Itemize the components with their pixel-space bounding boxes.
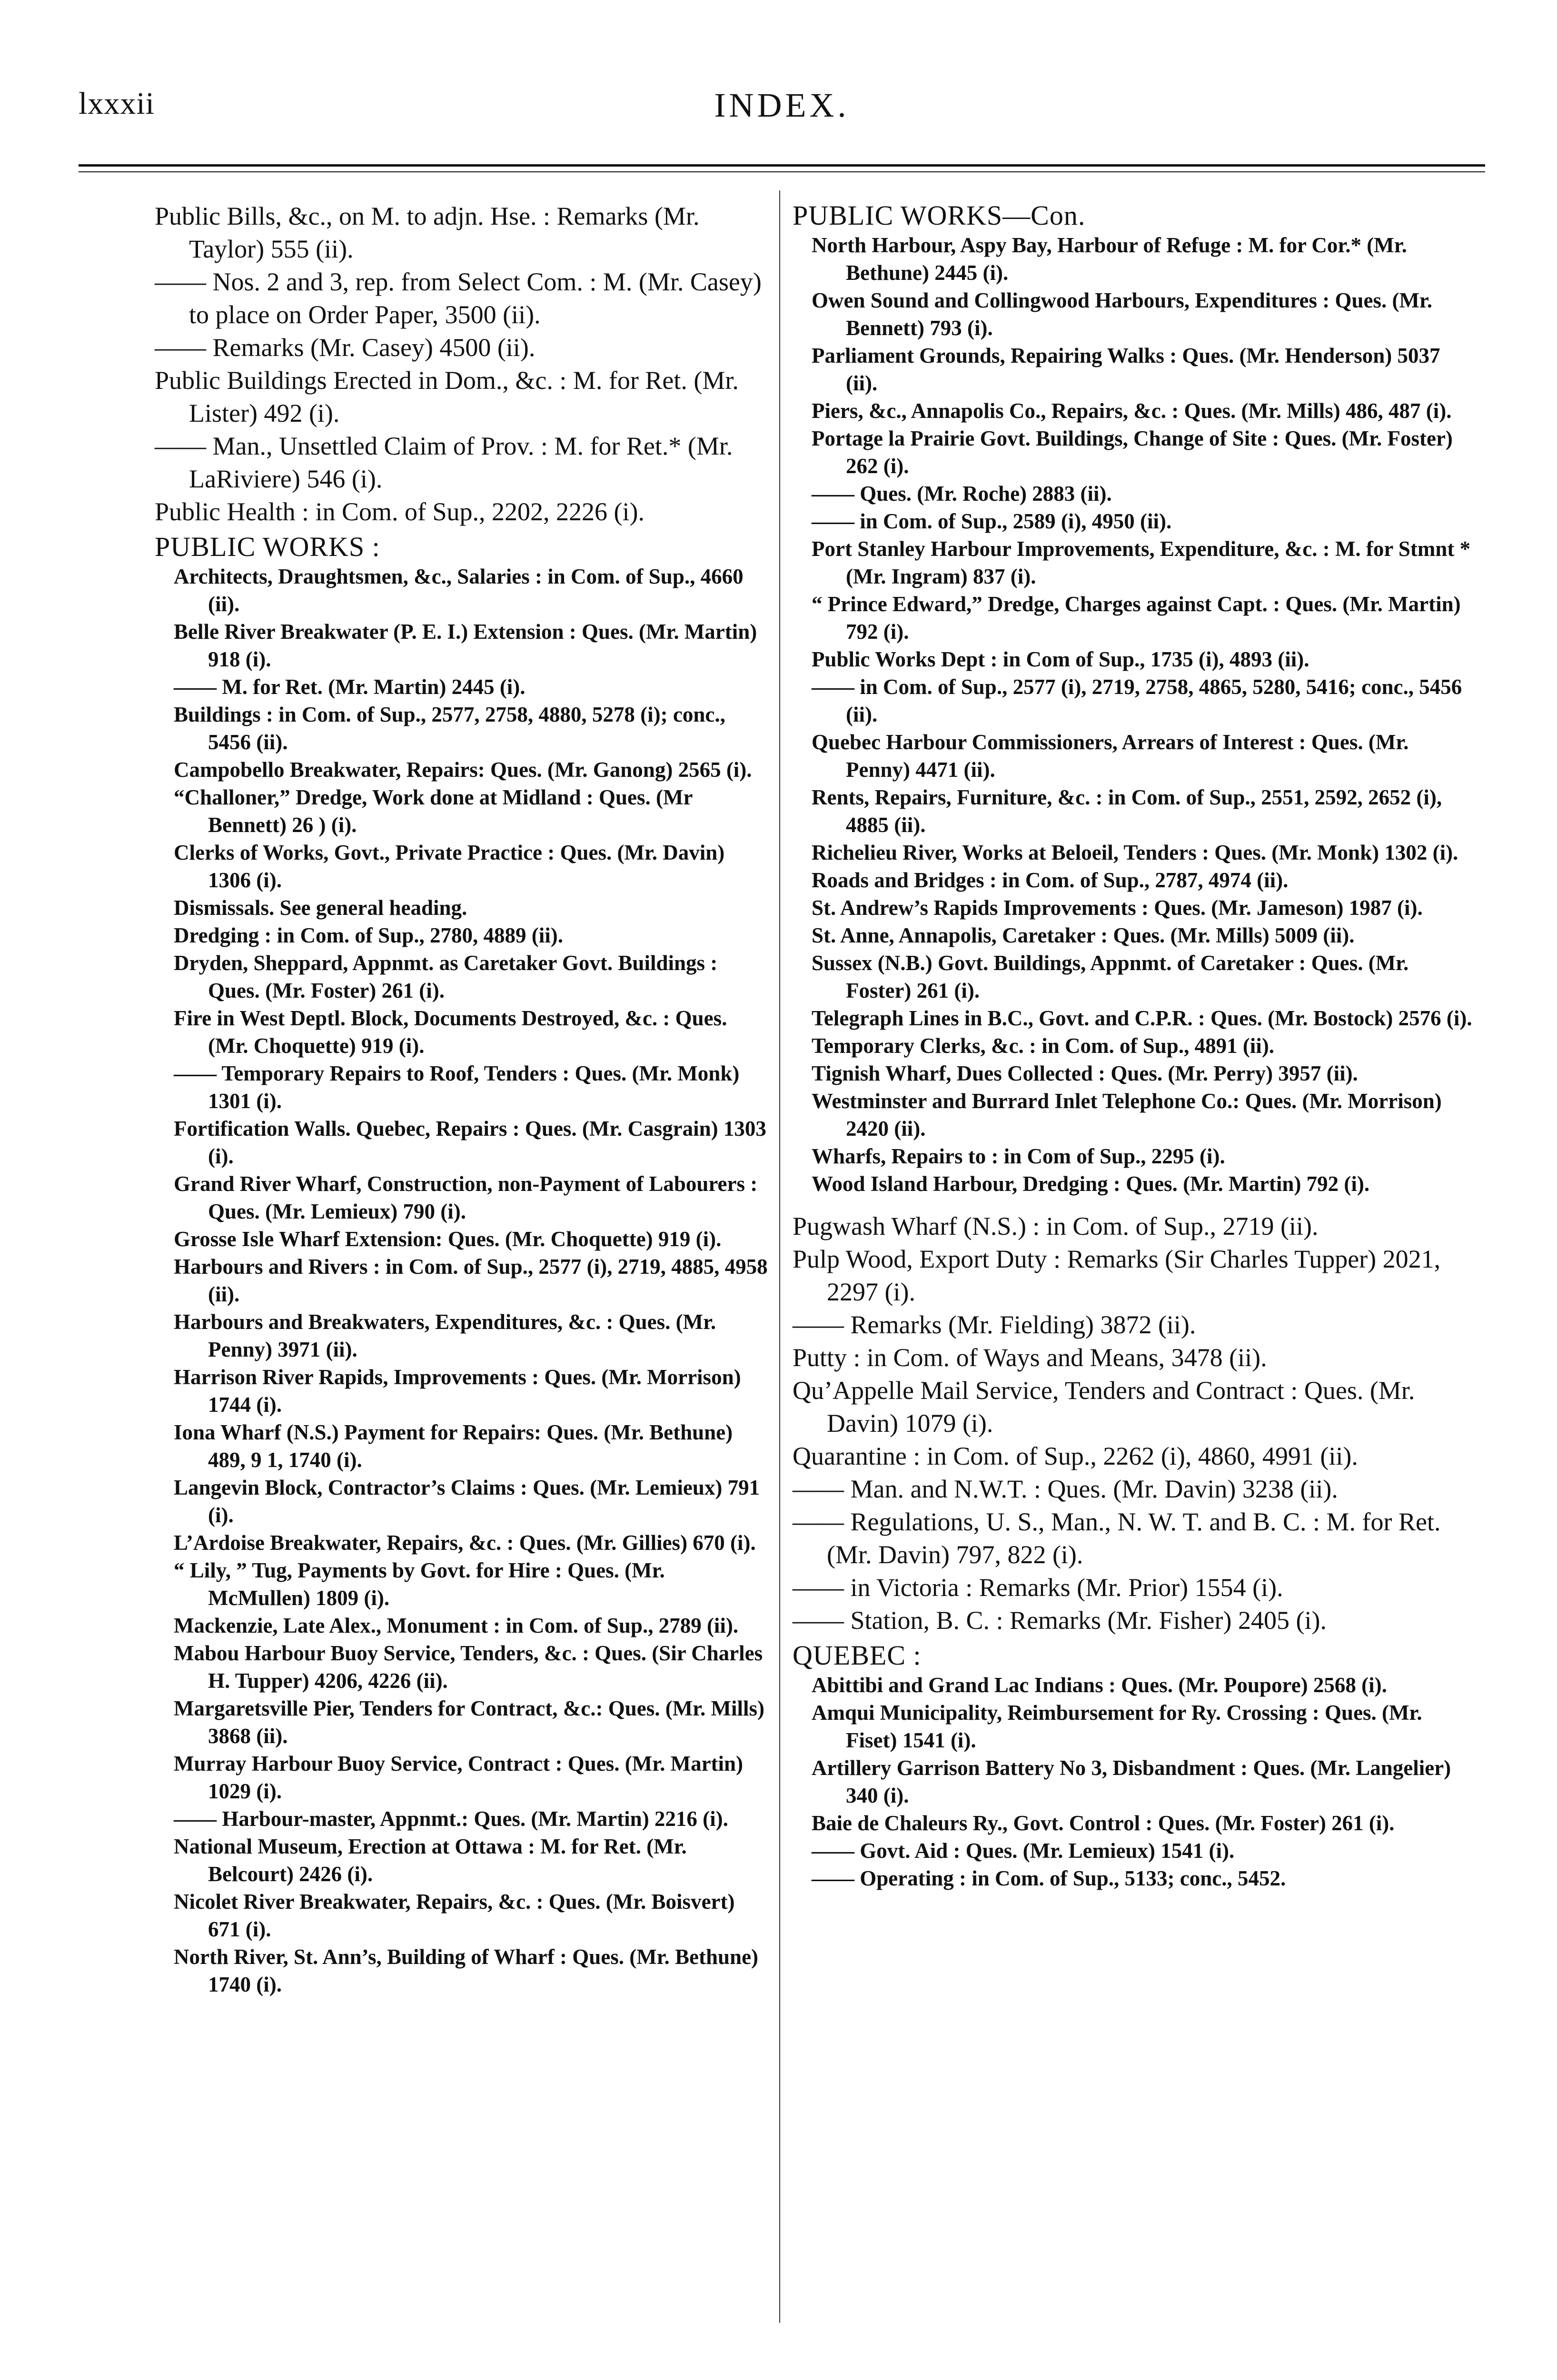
- index-subentry: “ Lily, ” Tug, Payments by Govt. for Hire : Ques. (Mr. McMullen) 1809 (i).: [174, 1558, 665, 1610]
- index-subentry: —— Temporary Repairs to Roof, Tenders : Ques. (Mr. Monk) 1301 (i).: [174, 1061, 740, 1113]
- index-subentry: Richelieu River, Works at Beloeil, Tenders : Ques. (Mr. Monk) 1302 (i).: [812, 841, 1458, 864]
- index-subentry: Amqui Municipality, Reimbursement for Ry. Crossing : Ques. (Mr. Fiset) 1541 (i).: [812, 1701, 1422, 1752]
- index-subentry: Portage la Prairie Govt. Buildings, Change of Site : Ques. (Mr. Foster) 262 (i).: [812, 426, 1453, 478]
- index-entry: Quarantine : in Com. of Sup., 2262 (i), 4860, 4991 (ii).: [793, 1442, 1358, 1470]
- index-entry: —— Nos. 2 and 3, rep. from Select Com. : M. (Mr. Casey) to place on Order Paper, 3500 (ii).: [155, 268, 762, 329]
- index-subentry: Wharfs, Repairs to : in Com of Sup., 2295 (i).: [812, 1144, 1225, 1168]
- index-subentry: North Harbour, Aspy Bay, Harbour of Refuge : M. for Cor.* (Mr. Bethune) 2445 (i).: [812, 233, 1407, 285]
- index-subentry: Harbours and Breakwaters, Expenditures, &c. : Ques. (Mr. Penny) 3971 (ii).: [174, 1310, 716, 1361]
- index-subentry: Belle River Breakwater (P. E. I.) Extension : Ques. (Mr. Martin) 918 (i).: [174, 620, 757, 671]
- index-subentry: —— in Com. of Sup., 2577 (i), 2719, 2758, 4865, 5280, 5416; conc., 5456 (ii).: [812, 675, 1462, 726]
- index-subentry: “ Prince Edward,” Dredge, Charges against Capt. : Ques. (Mr. Martin) 792 (i).: [812, 592, 1461, 644]
- index-subentry: Harbours and Rivers : in Com. of Sup., 2577 (i), 2719, 4885, 4958 (ii).: [174, 1255, 768, 1306]
- index-subentry: Parliament Grounds, Repairing Walks : Ques. (Mr. Henderson) 5037 (ii).: [812, 344, 1440, 395]
- index-subentry: —— M. for Ret. (Mr. Martin) 2445 (i).: [174, 675, 526, 699]
- index-entry: —— Regulations, U. S., Man., N. W. T. and B. C. : M. for Ret. (Mr. Davin) 797, 822 (i).: [793, 1507, 1441, 1569]
- index-subentry: Sussex (N.B.) Govt. Buildings, Appnmt. of Caretaker : Ques. (Mr. Foster) 261 (i).: [812, 951, 1409, 1002]
- index-subentry: —— Harbour-master, Appnmt.: Ques. (Mr. Martin) 2216 (i).: [174, 1807, 728, 1831]
- index-subentry: Dismissals. See general heading.: [174, 896, 467, 920]
- index-entry: —— in Victoria : Remarks (Mr. Prior) 1554 (i).: [793, 1573, 1283, 1602]
- page-title: INDEX.: [714, 86, 850, 124]
- index-entry: —— Remarks (Mr. Fielding) 3872 (ii).: [793, 1310, 1196, 1339]
- index-entry: Pulp Wood, Export Duty : Remarks (Sir Charles Tupper) 2021, 2297 (i).: [793, 1245, 1441, 1306]
- index-entry: Qu’Appelle Mail Service, Tenders and Contract : Ques. (Mr. Davin) 1079 (i).: [793, 1376, 1415, 1438]
- index-subentry: Mackenzie, Late Alex., Monument : in Com. of Sup., 2789 (ii).: [174, 1614, 739, 1637]
- index-subentry: Tignish Wharf, Dues Collected : Ques. (Mr. Perry) 3957 (ii).: [812, 1061, 1358, 1085]
- index-subentry: —— Operating : in Com. of Sup., 5133; conc., 5452.: [812, 1866, 1286, 1890]
- index-entry: Pugwash Wharf (N.S.) : in Com. of Sup., 2719 (ii).: [793, 1212, 1319, 1240]
- index-entry: Public Buildings Erected in Dom., &c. : M. for Ret. (Mr. Lister) 492 (i).: [155, 366, 739, 427]
- index-entry: —— Man., Unsettled Claim of Prov. : M. for Ret.* (Mr. LaRiviere) 546 (i).: [155, 432, 733, 493]
- section-heading: PUBLIC WORKS :: [155, 531, 380, 562]
- index-subentry: Baie de Chaleurs Ry., Govt. Control : Ques. (Mr. Foster) 261 (i).: [812, 1811, 1395, 1835]
- index-subentry: Roads and Bridges : in Com. of Sup., 2787, 4974 (ii).: [812, 868, 1289, 892]
- index-subentry: Buildings : in Com. of Sup., 2577, 2758, 4880, 5278 (i); conc., 5456 (ii).: [174, 703, 725, 754]
- section-heading: PUBLIC WORKS—Con.: [793, 200, 1086, 231]
- index-subentry: Artillery Garrison Battery No 3, Disbandment : Ques. (Mr. Langelier) 340 (i).: [812, 1756, 1451, 1807]
- index-subentry: Nicolet River Breakwater, Repairs, &c. : Ques. (Mr. Boisvert) 671 (i).: [174, 1890, 735, 1941]
- index-subentry: Iona Wharf (N.S.) Payment for Repairs: Ques. (Mr. Bethune) 489, 9 1, 1740 (i).: [174, 1420, 733, 1472]
- index-subentry: —— Govt. Aid : Ques. (Mr. Lemieux) 1541 (i).: [812, 1839, 1235, 1863]
- index-subentry: Mabou Harbour Buoy Service, Tenders, &c. : Ques. (Sir Charles H. Tupper) 4206, 4226 (ii).: [174, 1641, 763, 1693]
- index-entry: Public Bills, &c., on M. to adjn. Hse. : Remarks (Mr. Taylor) 555 (ii).: [155, 202, 700, 263]
- index-subentry: L’Ardoise Breakwater, Repairs, &c. : Ques. (Mr. Gillies) 670 (i).: [174, 1531, 756, 1555]
- left-column: [155, 200, 769, 1998]
- index-subentry: Public Works Dept : in Com of Sup., 1735 (i), 4893 (ii).: [812, 647, 1309, 671]
- index-subentry: North River, St. Ann’s, Building of Wharf : Ques. (Mr. Bethune) 1740 (i).: [174, 1945, 759, 1996]
- index-subentry: St. Anne, Annapolis, Caretaker : Ques. (Mr. Mills) 5009 (ii).: [812, 923, 1355, 947]
- index-subentry: Harrison River Rapids, Improvements : Ques. (Mr. Morrison) 1744 (i).: [174, 1365, 741, 1417]
- index-subentry: Architects, Draughtsmen, &c., Salaries : in Com. of Sup., 4660 (ii).: [174, 565, 744, 616]
- index-subentry: Clerks of Works, Govt., Private Practice : Ques. (Mr. Davin) 1306 (i).: [174, 841, 725, 892]
- column-divider: [779, 190, 780, 2323]
- index-subentry: Fire in West Deptl. Block, Documents Destroyed, &c. : Ques. (Mr. Choquette) 919 (i).: [174, 1006, 727, 1058]
- index-subentry: Dryden, Sheppard, Appnmt. as Caretaker Govt. Buildings : Ques. (Mr. Foster) 261 (i).: [174, 951, 718, 1002]
- index-subentry: “Challoner,” Dredge, Work done at Midland : Ques. (Mr Bennett) 26 ) (i).: [174, 785, 693, 837]
- index-subentry: Westminster and Burrard Inlet Telephone Co.: Ques. (Mr. Morrison) 2420 (ii).: [812, 1089, 1442, 1140]
- header-rule-thin: [79, 171, 1485, 172]
- page-number: lxxxii: [79, 86, 155, 121]
- index-subentry: Piers, &c., Annapolis Co., Repairs, &c. : Ques. (Mr. Mills) 486, 487 (i).: [812, 399, 1452, 423]
- header-rule-thick: [79, 164, 1485, 167]
- index-subentry: Grand River Wharf, Construction, non-Payment of Labourers : Ques. (Mr. Lemieux) 790 (i).: [174, 1172, 758, 1223]
- index-subentry: —— in Com. of Sup., 2589 (i), 4950 (ii).: [812, 509, 1172, 533]
- section-heading: QUEBEC :: [793, 1640, 922, 1671]
- right-column: [793, 200, 1476, 1892]
- index-subentry: Port Stanley Harbour Improvements, Expenditure, &c. : M. for Stmnt * (Mr. Ingram) 837 (i).: [812, 537, 1471, 588]
- index-subentry: Quebec Harbour Commissioners, Arrears of Interest : Ques. (Mr. Penny) 4471 (ii).: [812, 730, 1409, 782]
- index-entry: Public Health : in Com. of Sup., 2202, 2226 (i).: [155, 497, 645, 526]
- index-subentry: Temporary Clerks, &c. : in Com. of Sup., 4891 (ii).: [812, 1034, 1275, 1058]
- index-subentry: National Museum, Erection at Ottawa : M. for Ret. (Mr. Belcourt) 2426 (i).: [174, 1835, 687, 1886]
- index-subentry: Owen Sound and Collingwood Harbours, Expenditures : Ques. (Mr. Bennett) 793 (i).: [812, 288, 1433, 340]
- index-subentry: Langevin Block, Contractor’s Claims : Ques. (Mr. Lemieux) 791 (i).: [174, 1476, 760, 1527]
- index-entry: —— Man. and N.W.T. : Ques. (Mr. Davin) 3238 (ii).: [793, 1475, 1338, 1503]
- index-subentry: St. Andrew’s Rapids Improvements : Ques. (Mr. Jameson) 1987 (i).: [812, 896, 1423, 920]
- index-subentry: —— Ques. (Mr. Roche) 2883 (ii).: [812, 482, 1112, 506]
- index-subentry: Abittibi and Grand Lac Indians : Ques. (Mr. Poupore) 2568 (i).: [812, 1673, 1387, 1697]
- index-subentry: Telegraph Lines in B.C., Govt. and C.P.R. : Ques. (Mr. Bostock) 2576 (i).: [812, 1006, 1472, 1030]
- index-entry: —— Station, B. C. : Remarks (Mr. Fisher) 2405 (i).: [793, 1606, 1327, 1635]
- index-subentry: Margaretsville Pier, Tenders for Contract, &c.: Ques. (Mr. Mills) 3868 (ii).: [174, 1696, 764, 1748]
- index-subentry: Dredging : in Com. of Sup., 2780, 4889 (ii).: [174, 923, 563, 947]
- index-subentry: Wood Island Harbour, Dredging : Ques. (Mr. Martin) 792 (i).: [812, 1172, 1370, 1196]
- index-subentry: Fortification Walls. Quebec, Repairs : Ques. (Mr. Casgrain) 1303 (i).: [174, 1117, 766, 1168]
- index-subentry: Rents, Repairs, Furniture, &c. : in Com. of Sup., 2551, 2592, 2652 (i), 4885 (ii).: [812, 785, 1442, 837]
- page-header: [79, 86, 1485, 138]
- index-subentry: Grosse Isle Wharf Extension: Ques. (Mr. Choquette) 919 (i).: [174, 1227, 722, 1251]
- index-subentry: Campobello Breakwater, Repairs: Ques. (Mr. Ganong) 2565 (i).: [174, 758, 752, 782]
- index-subentry: Murray Harbour Buoy Service, Contract : Ques. (Mr. Martin) 1029 (i).: [174, 1752, 744, 1803]
- index-entry: —— Remarks (Mr. Casey) 4500 (ii).: [155, 333, 536, 362]
- index-entry: Putty : in Com. of Ways and Means, 3478 (ii).: [793, 1343, 1267, 1372]
